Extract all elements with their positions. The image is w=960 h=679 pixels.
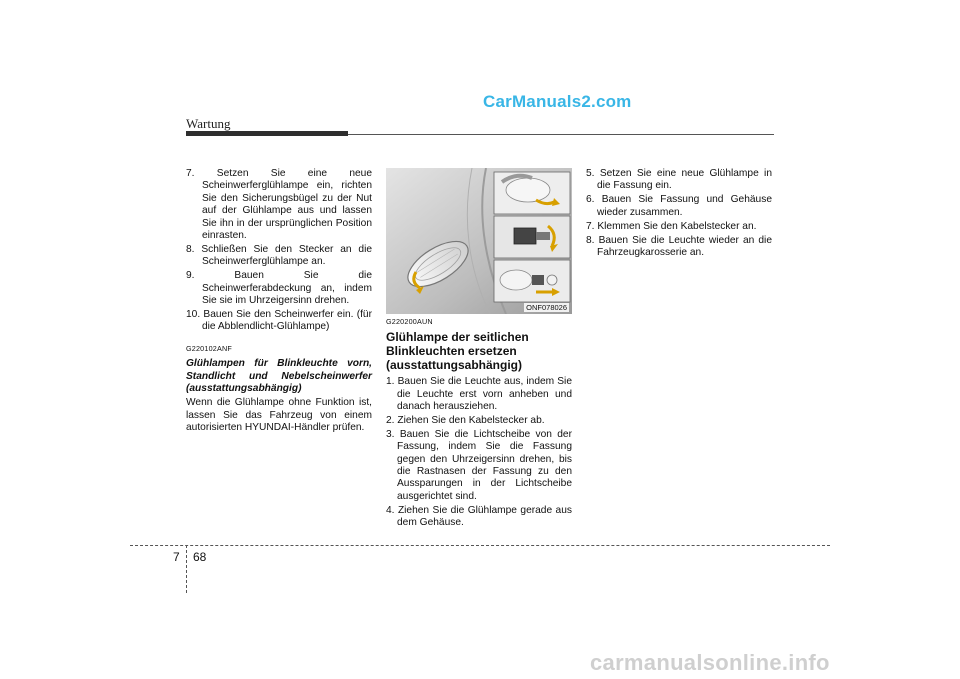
side-lamp-illustration: [386, 168, 572, 314]
step-item: 10. Bauen Sie den Scheinwerfer ein. (für die Abblendlicht-Glühlampe): [186, 308, 372, 333]
subheading: Glühlampen für Blinkleuchte vorn, Standlicht und Nebelscheinwerfer (ausstattungsabhängig): [186, 358, 372, 394]
figure-label: ONF078026: [526, 303, 567, 312]
step-item: 4. Ziehen Sie die Glühlampe gerade aus dem Gehäuse.: [386, 504, 572, 529]
step-item: 3. Bauen Sie die Lichtscheibe von der Fassung, indem Sie die Fassung gegen den Uhrzeigersinn drehen, bis die Rastnasen der Fassung zu den Aussparungen in der Lichtscheibe ausgerichtet sind.: [386, 428, 572, 502]
step-item: 6. Bauen Sie Fassung und Gehäuse wieder zusammen.: [586, 194, 772, 218]
step-item: 5. Setzen Sie eine neue Glühlampe in die Fassung ein.: [586, 168, 772, 192]
step-item: 2. Ziehen Sie den Kabelstecker ab.: [386, 414, 545, 426]
footer-rule: [130, 545, 830, 546]
column-1: [186, 168, 372, 435]
footer-divider: [186, 545, 187, 593]
step-list-3: [586, 168, 772, 259]
header-rule-thin: [348, 134, 774, 135]
column-2: [386, 316, 572, 531]
step-item: 8. Bauen Sie die Leuchte wieder an die Fahrzeugkarosserie an.: [586, 234, 772, 258]
step-item: 7. Setzen Sie eine neue Scheinwerferglühlampe ein, richten Sie den Sicherungsbügel zu der Nut auf der Glühlampe aus und lassen Sie ihn in der ursprünglichen Position einrasten.: [186, 168, 372, 242]
page-number: 68: [193, 550, 207, 564]
section-title: Wartung: [186, 116, 231, 131]
step-item: 1. Bauen Sie die Leuchte aus, indem Sie die Leuchte erst vorn anheben und danach herausziehen.: [386, 376, 572, 412]
step-item: 7. Klemmen Sie den Kabelstecker an.: [586, 220, 757, 232]
watermark-bottom: carmanualsonline.info: [590, 650, 830, 675]
step-item: 8. Schließen Sie den Stecker an die Scheinwerferglühlampe an.: [186, 243, 372, 268]
step-list-2: [386, 376, 572, 529]
chapter-number: 7: [173, 550, 180, 564]
column-3: [586, 168, 772, 261]
watermark-top: CarManuals2.com: [483, 92, 632, 111]
step-list-1: [186, 168, 372, 334]
section-code: G220200AUN: [386, 317, 433, 326]
body-paragraph: Wenn die Glühlampe ohne Funktion ist, lassen Sie das Fahrzeug von einem autorisierten HYUNDAI-Händler prüfen.: [186, 397, 372, 434]
section-code: G220102ANF: [186, 343, 232, 353]
step-item: 9. Bauen Sie die Scheinwerferabdeckung an, indem Sie sie im Uhrzeigersinn drehen.: [186, 270, 372, 307]
subheading: Glühlampe der seitlichen Blinkleuchten ersetzen (ausstattungsabhängig): [386, 330, 529, 372]
header-rule-thick: [186, 131, 348, 136]
figure-side-marker-lamp: [386, 168, 572, 314]
